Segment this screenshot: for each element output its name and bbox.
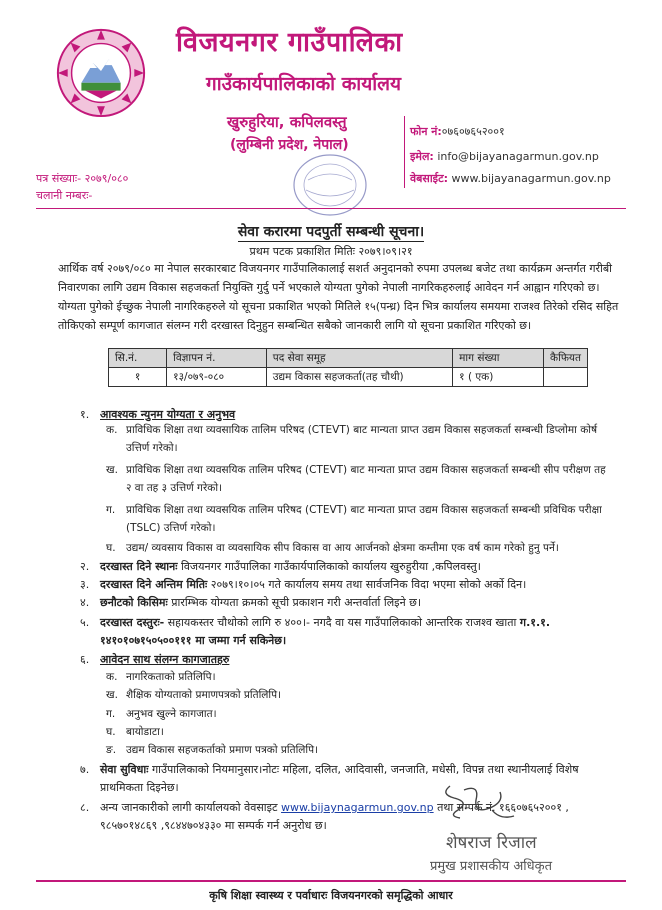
dispatch-number: चलानी नम्बरः- bbox=[36, 189, 93, 202]
phone-number: ०७६०७६५२००१ bbox=[441, 125, 505, 138]
item-selection-type: ४. छनौटको किसिमः प्रारम्भिक योग्यता क्रमको सूची प्रकाशन गरी अन्तर्वार्ता लिइने छ। bbox=[80, 596, 422, 609]
contact-phone bbox=[410, 124, 505, 139]
col-advert-no: विज्ञापन नं. bbox=[167, 349, 267, 368]
item-contact-info-continued: ९८५७०१४८६९ ,९८४४७०४३३० मा सम्पर्क गर्न अनुरोध छ। bbox=[100, 819, 327, 832]
municipality-logo bbox=[52, 22, 150, 120]
vacancy-table bbox=[108, 348, 588, 387]
office-address: खुरुहुरिया, कपिलवस्तु bbox=[227, 113, 347, 131]
office-stamp bbox=[290, 150, 370, 220]
footer-rule bbox=[36, 880, 626, 882]
item-service-benefits-continued: प्राथमिकता दिइनेछ। bbox=[100, 781, 179, 794]
section1-heading: १. आवश्यक न्युनम योग्यता र अनुभव bbox=[80, 408, 236, 421]
contact-email bbox=[410, 149, 599, 164]
handwritten-signature bbox=[430, 780, 520, 826]
signatory-name: शेषराज रिजाल bbox=[446, 833, 537, 853]
cell-remarks bbox=[544, 368, 588, 387]
notice-title bbox=[0, 222, 662, 241]
item-application-place: २. दरखास्त दिने स्थानः विजयनगर गाउँपालिका गाउँकार्यपालिकाको कार्यालय खुरुहुरीया ,कपिलवस्तु। bbox=[80, 560, 481, 573]
item-application-fee: ५. दरखास्त दस्तुरः- सहायकस्तर चौथोको लागि रु ४००।- नगदै वा यस गाउँपालिकाको आन्तरिक राजश्व खाता ग.१.१. bbox=[80, 616, 551, 629]
list-item: ग. अनुभव खुल्ने कागजात। bbox=[106, 708, 217, 720]
table-header-row bbox=[109, 349, 588, 368]
col-remarks: कैफियत bbox=[544, 349, 588, 368]
notice-line: योग्यता पुगेको ईच्छुक नेपाली नागरिकहरुले यो सूचना प्रकाशित भएको मितिले १५(पन्ध्र) दिन भित्र कार्यालय समयमा राजश्व तिरेको रसिद सहित bbox=[58, 300, 619, 313]
office-province: (लुम्बिनी प्रदेश, नेपाल) bbox=[230, 137, 349, 153]
item-application-fee-continued: १४१०१०७१५०५००१११ मा जम्मा गर्न सकिनेछ। bbox=[100, 634, 287, 647]
cell-post: उद्यम विकास सहजकर्ता(तह चौथी) bbox=[266, 368, 452, 387]
col-demand: माग संख्या bbox=[453, 349, 544, 368]
publication-date: प्रथम पटक प्रकाशित मितिः २०७९।०९।२१ bbox=[249, 245, 413, 258]
list-item: क. नागरिकताको प्रतिलिपि। bbox=[106, 671, 216, 683]
list-item: घ. उद्यम/ व्यवसाय विकास वा व्यवसायिक सीप विकास वा आय आर्जनको क्षेत्रमा कम्तीमा एक वर्ष काम गरेको हुनु पर्ने। bbox=[106, 542, 559, 554]
contact-website bbox=[410, 171, 611, 186]
section6-title: आवेदन साथ संलग्न कागजातहरु bbox=[100, 653, 230, 666]
list-item-continued: २ वा तह ३ उत्तिर्ण गरेको। bbox=[126, 482, 223, 494]
website-address: www.bijayanagarmun.gov.np bbox=[451, 172, 611, 185]
notice-body bbox=[58, 259, 632, 335]
item-deadline: ३. दरखास्त दिने अन्तिम मितिः २०७९।१०।०५ गते कार्यालय समय तथा सार्वजनिक विदा भएमा सोको अर्को दिन। bbox=[80, 578, 527, 591]
cell-demand: १ ( एक) bbox=[453, 368, 544, 387]
section6-heading: ६. आवेदन साथ संलग्न कागजातहरु bbox=[80, 653, 230, 666]
cell-advert-no: १३/०७९-०८० bbox=[167, 368, 267, 387]
notice-line: आर्थिक वर्ष २०७९/०८० मा नेपाल सरकारबाट विजयनगर गाउँपालिकालाई सशर्त अनुदानको रुपमा उपलब्ध बजेट तथा कार्यक्रम अन्तर्गत गरीबी bbox=[58, 262, 613, 275]
table-row bbox=[109, 368, 588, 387]
col-post: पद सेवा समूह bbox=[266, 349, 452, 368]
website-link[interactable]: www.bijaynagarmun.gov.np bbox=[281, 801, 434, 814]
notice-line: निवारणका लागि उद्यम विकास सहजकर्ता नियुक्ति गुर्दु पर्ने भएकाले योग्यता पुगेको नेपाली नागरिकहरुलाई आवेदन गर्न आह्वान गरिएको छ। bbox=[58, 281, 600, 294]
cell-serial: १ bbox=[109, 368, 167, 387]
email-label: इमेल: bbox=[410, 150, 434, 163]
letter-number: पत्र संख्याः- २०७९/०८० bbox=[36, 172, 129, 185]
org-name: विजयनगर गाउँपालिका bbox=[176, 27, 403, 58]
section1-title: आवश्यक न्युनम योग्यता र अनुभव bbox=[100, 408, 236, 421]
list-item-continued: (TSLC) उत्तिर्ण गरेको। bbox=[126, 522, 216, 534]
list-item: ख. शैक्षिक योग्यताको प्रमाणपत्रको प्रतिलिपि। bbox=[106, 689, 282, 701]
list-item: ङ. उद्यम विकास सहजकर्ताको प्रमाण पत्रको प्रतिलिपि। bbox=[106, 744, 319, 756]
notice-line: तोकिएको सम्पूर्ण कागजात संलग्न गरी दरखास्त दिनुहुन सम्बन्धित सबैको जानकारी लागि यो सूचना प्रकाशित गरिएको छ। bbox=[58, 319, 532, 332]
email-address: info@bijayanagarmun.gov.np bbox=[437, 150, 599, 163]
phone-label: फोन नं: bbox=[410, 125, 442, 138]
list-item: क. प्राविधिक शिक्षा तथा व्यवसायिक तालिम परिषद (CTEVT) बाट मान्यता प्राप्त उद्यम विकास सहजकर्ता सम्बन्धी डिप्लोमा कोर्ष bbox=[106, 424, 598, 436]
col-serial: सि.नं. bbox=[109, 349, 167, 368]
list-item: ग. प्राविधिक शिक्षा तथा व्यवसयिक तालिम परिषद (CTEVT) बाट मान्यता प्राप्त उद्यम विकास सहजकर्ता सम्बन्धी प्रविधिक परीक्षा bbox=[106, 504, 602, 516]
signatory-title: प्रमुख प्रशासकीय अधिकृत bbox=[430, 859, 553, 874]
item-service-benefits: ७. सेवा सुविधाः गाउँपालिकाको नियमानुसार।नोटः महिला, दलित, आदिवासी, जनजाति, मधेसी, विपन्न तथा स्थानीयलाई विशेष bbox=[80, 763, 579, 776]
item-contact-info: ८. अन्य जानकारीको लागी कार्यालयको वेवसाइट www.bijaynagarmun.gov.np तथा सम्पर्क नं. १६६०७६५२००१ , bbox=[80, 801, 569, 814]
header-divider bbox=[404, 116, 405, 188]
footer-slogan: कृषि शिक्षा स्वास्थ्य र पर्वाधारः विजयनगरको समृद्धिको आधार bbox=[209, 889, 453, 902]
list-item: घ. बायोडाटा। bbox=[106, 726, 164, 738]
list-item-continued: उत्तिर्ण गरेको। bbox=[126, 442, 178, 454]
list-item: ख. प्राविधिक शिक्षा तथा व्यवसयिक तालिम परिषद (CTEVT) बाट मान्यता प्राप्त उद्यम विकास सहजकर्ता सम्बन्धी सीप परीक्षण तह bbox=[106, 464, 606, 476]
office-name: गाउँकार्यपालिकाको कार्यालय bbox=[206, 73, 402, 95]
website-label: वेबसाईट: bbox=[410, 172, 449, 185]
header-rule bbox=[36, 208, 626, 209]
notice-title-text: सेवा करारमा पदपुर्ती सम्बन्धी सूचना। bbox=[237, 224, 425, 240]
